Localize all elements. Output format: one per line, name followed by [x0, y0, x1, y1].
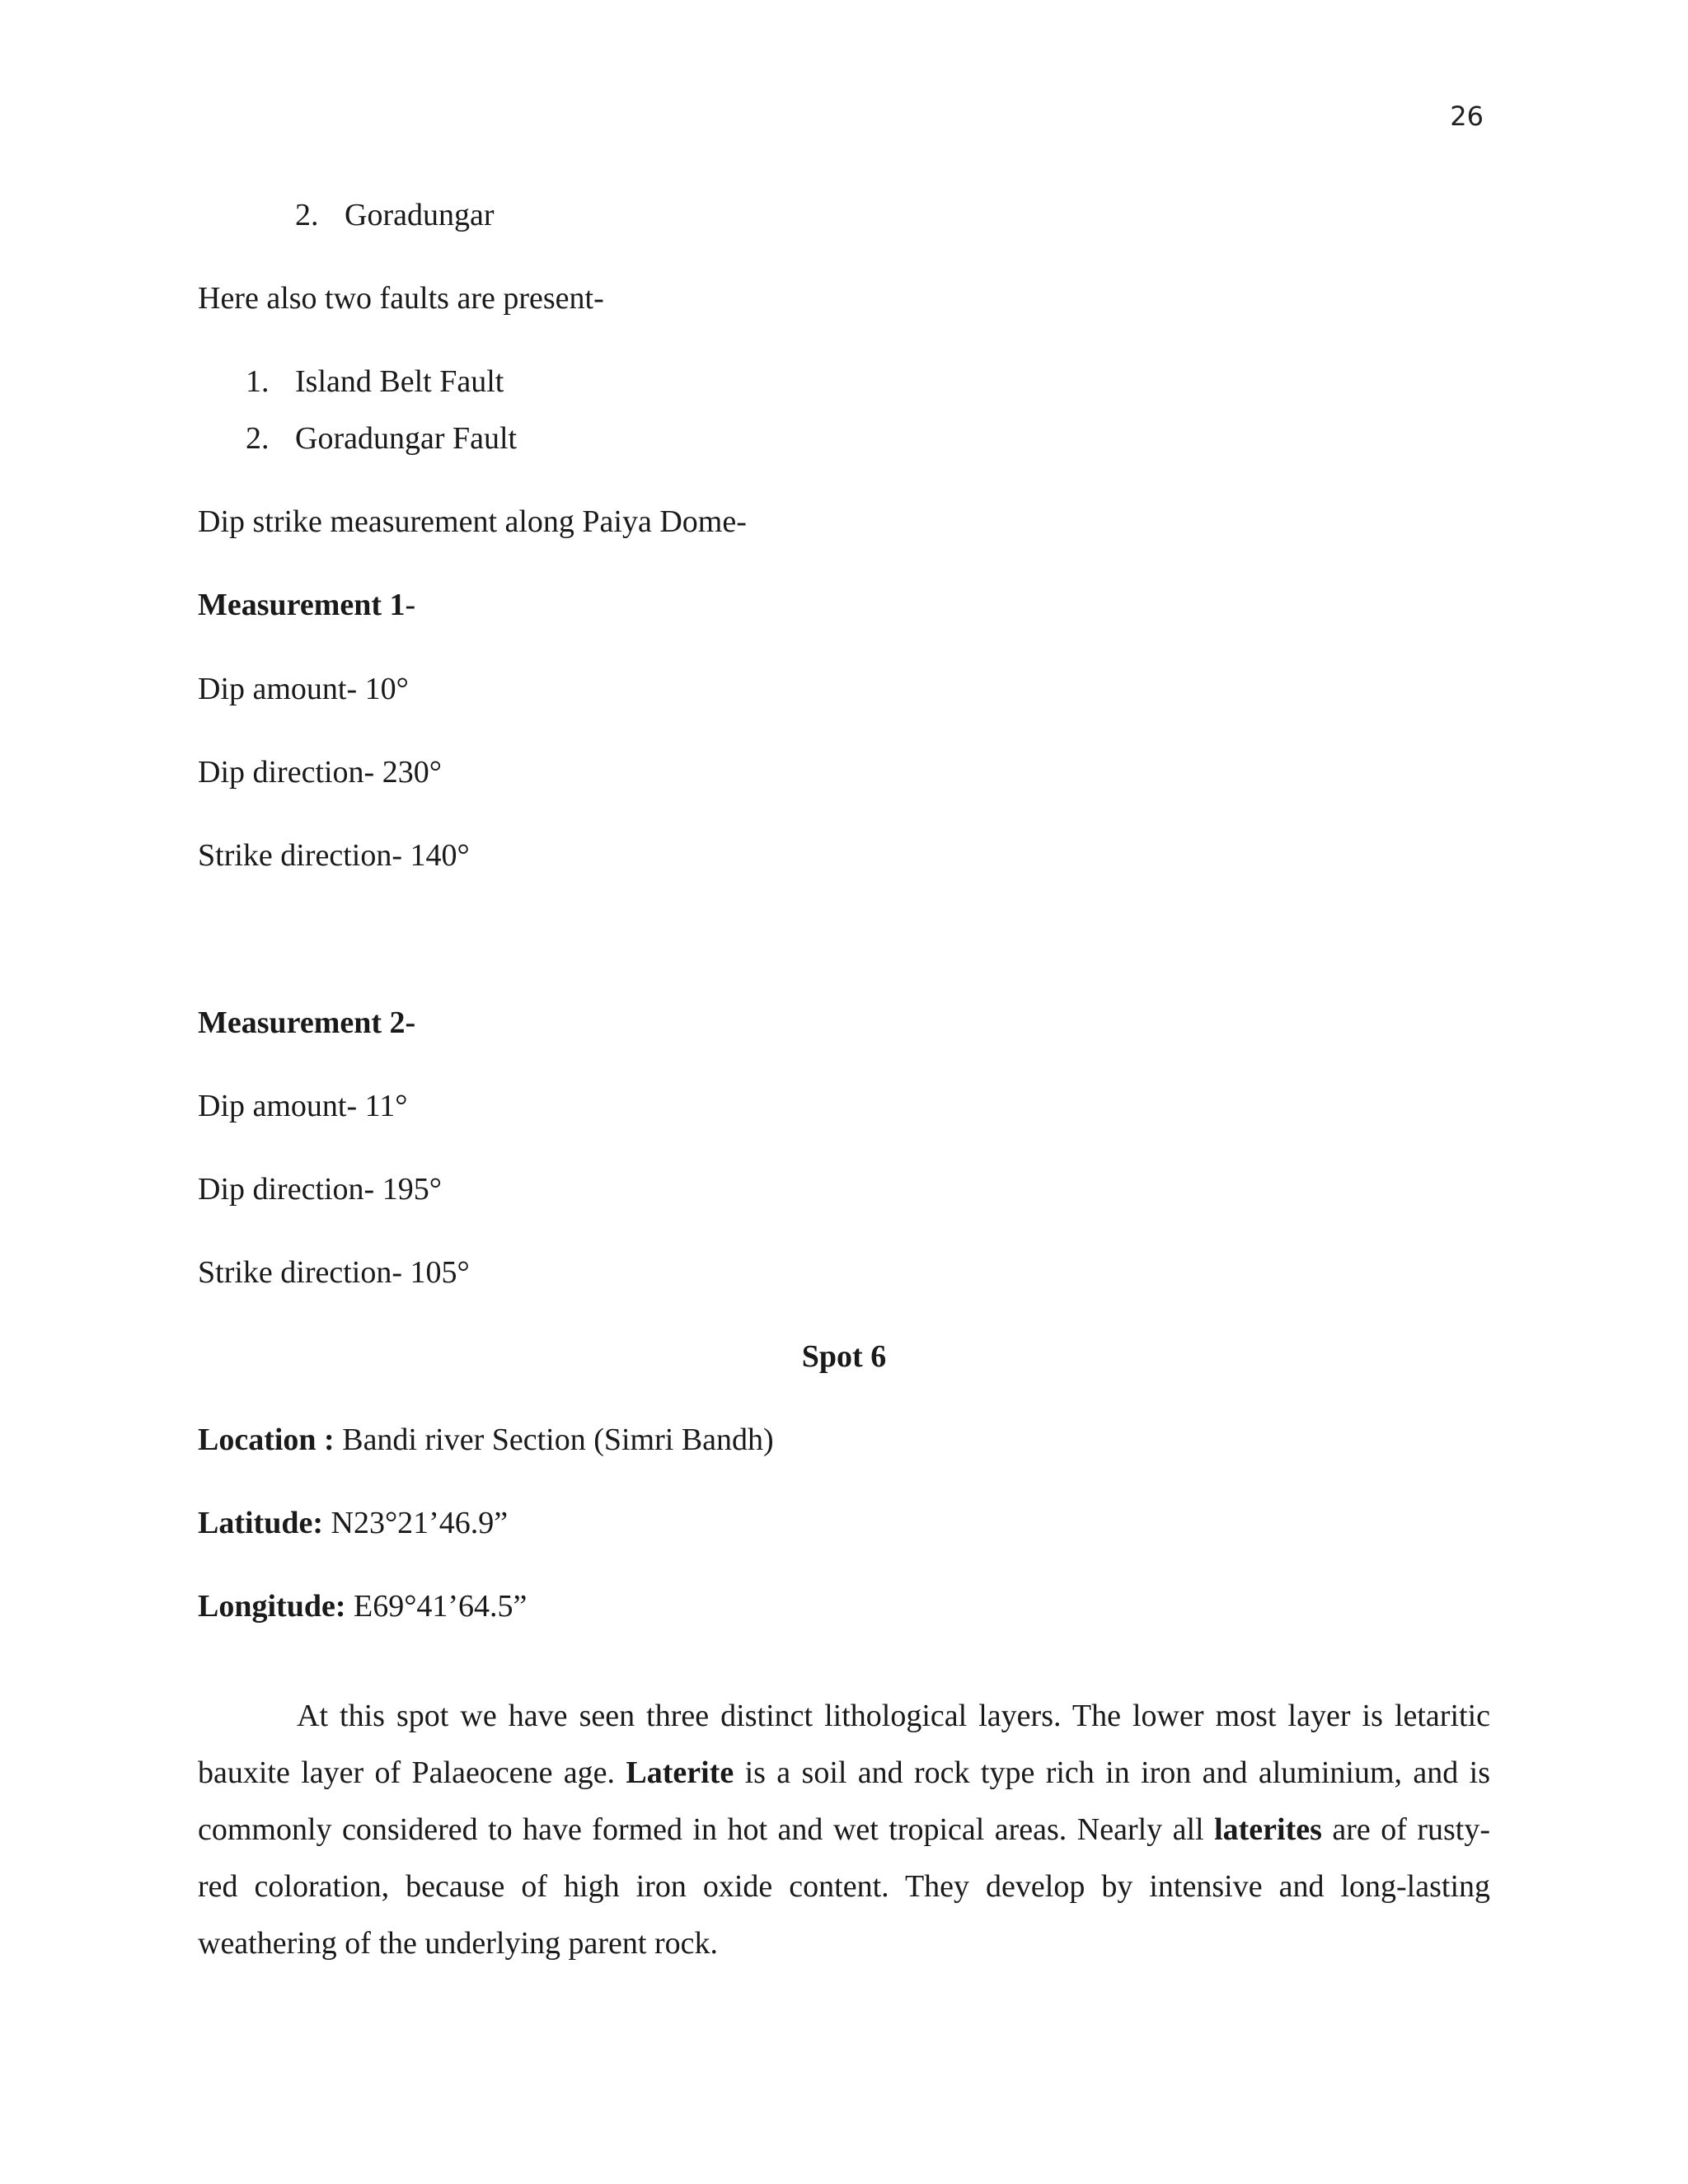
measurement-2-dip-direction: Dip direction- 195° [198, 1172, 442, 1207]
paragraph-text-3: are of rusty-red coloration, because of high iron oxide content. They develop by intensive and long-lasting weathering of the underlying parent rock. [198, 1812, 1490, 1961]
laterite-paragraph [198, 1688, 1490, 1972]
measurement-2-dip-amount: Dip amount- 11° [198, 1089, 408, 1123]
location-label: Location : [198, 1422, 335, 1457]
list-text: Island Belt Fault [295, 364, 504, 399]
list-text: Goradungar Fault [295, 421, 518, 456]
spot-longitude [198, 1591, 527, 1622]
paragraph-text-2: is a soil and rock type rich in iron and aluminium, and is commonly considered to have formed in hot and wet tropical areas. Nearly all [198, 1755, 1490, 1847]
heading-text: Measurement 1 [198, 588, 406, 622]
list-item-goradungar [295, 199, 494, 231]
page-number: 26 [1450, 101, 1484, 132]
faults-intro: Here also two faults are present- [198, 281, 604, 316]
laterite-term: Laterite [626, 1755, 734, 1790]
longitude-label: Longitude: [198, 1589, 346, 1624]
list-text: Goradungar [345, 198, 495, 232]
spot-latitude [198, 1507, 508, 1539]
spot-heading: Spot 6 [801, 1339, 887, 1374]
heading-suffix: - [405, 588, 416, 622]
laterites-term: laterites [1214, 1812, 1322, 1847]
measurement-2-strike-direction: Strike direction- 105° [198, 1255, 470, 1290]
longitude-value: E69°41’64.5” [345, 1589, 528, 1624]
location-value: Bandi river Section (Simri Bandh) [334, 1422, 774, 1457]
dip-intro: Dip strike measurement along Paiya Dome- [198, 504, 747, 539]
measurement-1-heading [198, 589, 415, 621]
spot-location [198, 1424, 774, 1455]
list-number: 2. [295, 198, 319, 232]
paragraph-text-1: At this spot we have seen three distinct lithological layers. The lower most layer is letaritic bauxite layer of Palaeocene age. [198, 1699, 1490, 1790]
fault-item-1 [246, 366, 504, 397]
measurement-1-dip-amount: Dip amount- 10° [198, 672, 409, 706]
list-number: 2. [246, 421, 270, 456]
latitude-label: Latitude: [198, 1506, 323, 1540]
latitude-value: N23°21’46.9” [323, 1506, 509, 1540]
measurement-1-strike-direction: Strike direction- 140° [198, 838, 470, 873]
list-number: 1. [246, 364, 270, 399]
measurement-1-dip-direction: Dip direction- 230° [198, 755, 442, 790]
fault-item-2 [246, 423, 517, 454]
measurement-2-heading: Measurement 2- [198, 1005, 416, 1040]
